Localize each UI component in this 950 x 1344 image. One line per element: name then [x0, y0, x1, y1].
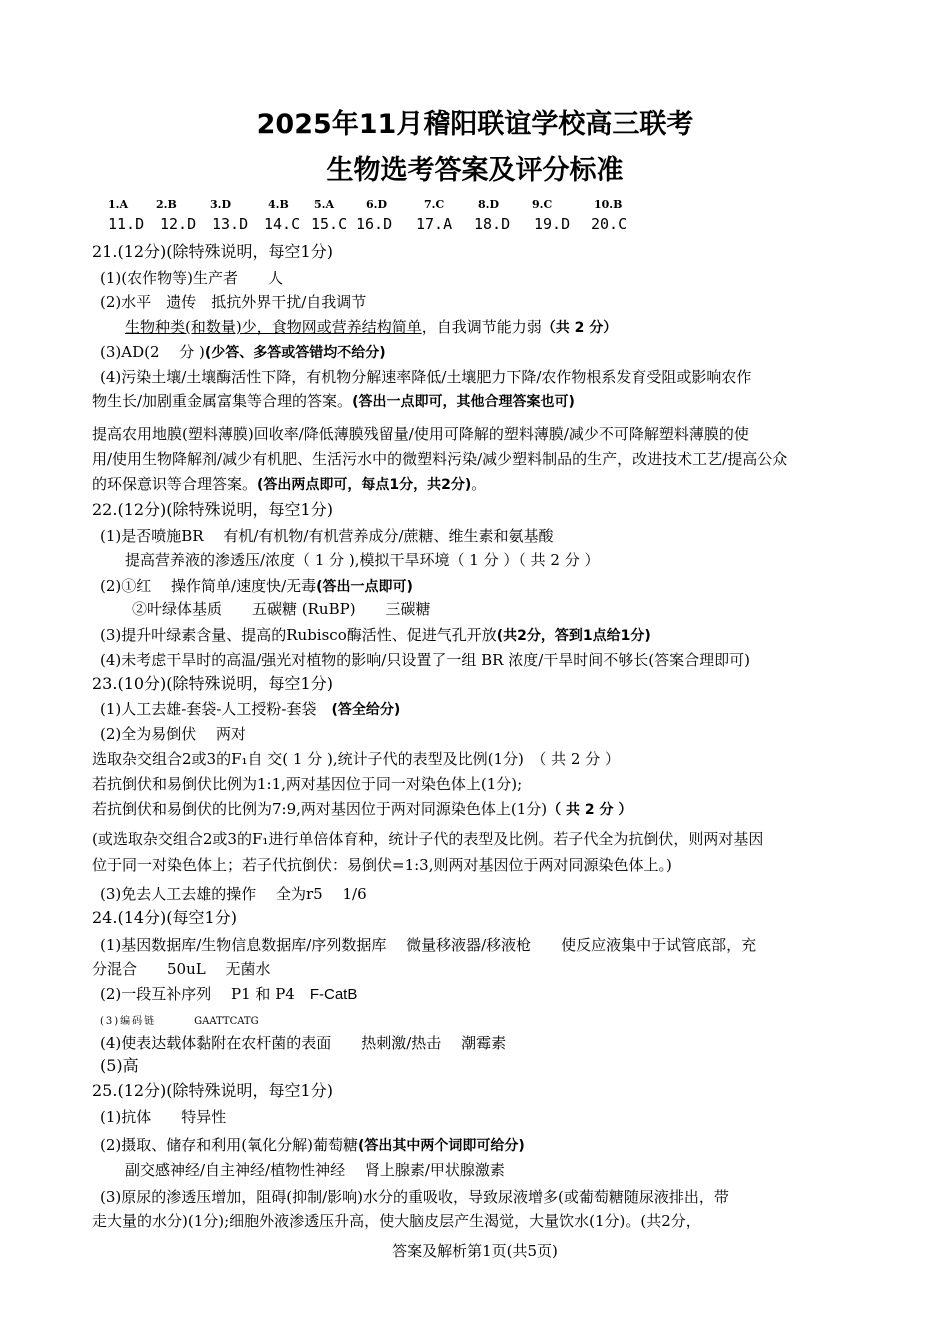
q21-part3 — [100, 342, 386, 363]
q25-heading: 25.(12分)(除特殊说明，每空1分) — [92, 1081, 333, 1100]
mc-answer: 17.A — [416, 215, 453, 233]
answer-text: 。 — [471, 475, 487, 493]
q25-part1: (1)抗体 特异性 — [100, 1108, 227, 1126]
q22-part4: (4)未考虑干旱时的高温/强光对植物的影响/只设置了一组 BR 浓度/干旱时间不够长(答案合理即可) — [100, 651, 750, 669]
answer-text: (2)一段互补序列 P1 和 P4 — [100, 985, 310, 1003]
mc-answer: 9.C — [532, 198, 553, 211]
mc-answer: 2.B — [156, 198, 177, 211]
mc-answer: 14.C — [264, 215, 301, 233]
mc-answer: 7.C — [424, 198, 445, 211]
scoring-note: (答出两点即可，每点1分，共2分) — [257, 477, 472, 493]
q24-part3 — [100, 1012, 259, 1032]
gene-name: F-CatB — [309, 986, 358, 1003]
mc-answer: 18.D — [474, 215, 511, 233]
mc-answer: 11.D — [108, 215, 145, 233]
q24-part1-line1: (1)基因数据库/生物信息数据库/序列数据库 微量移液器/移液枪 使反应液集中于试管底部，充 — [100, 936, 757, 954]
mc-answer: 8.D — [478, 198, 500, 211]
answer-text: (2)摄取、储存和利用(氧化分解)葡萄糖 — [100, 1136, 358, 1154]
answer-text: 若抗倒伏和易倒伏的比例为7:9,两对基因位于两对同源染色体上(1分) — [92, 800, 548, 818]
mc-answer: 10.B — [594, 198, 623, 211]
q23-part3: (3)免去人工去雄的操作 全为r5 1/6 — [100, 885, 367, 903]
q25-part2 — [100, 1135, 525, 1156]
q21-part2-line2 — [125, 317, 617, 338]
q23-alt-line1: (或选取杂交组合2或3的F₁进行单倍体育种，统计子代的表型及比例。若子代全为抗倒伏，则两对基因 — [92, 830, 764, 848]
mc-answer: 16.D — [356, 215, 393, 233]
scoring-note: (答出一点即可) — [316, 579, 413, 595]
q24-part5: (5)高 — [100, 1056, 139, 1075]
q22-part1-line2: 提高营养液的渗透压/浓度（ 1 分 ),模拟干旱环境（ 1 分 ）（ 共 2 分 ） — [125, 551, 600, 569]
answer-text: ，自我调节能力弱 — [421, 318, 542, 336]
q21-part5-line3 — [92, 474, 486, 495]
mc-answer: 6.D — [366, 198, 388, 211]
q21-part1: (1)(农作物等)生产者 人 — [100, 269, 283, 287]
mc-answer: 13.D — [212, 215, 249, 233]
q23-part2: (2)全为易倒伏 两对 — [100, 725, 247, 743]
q25-part2-line2: 副交感神经/自主神经/植物性神经 肾上腺素/甲状腺激素 — [125, 1161, 505, 1179]
q22-part2 — [100, 576, 413, 597]
dna-sequence: GAATTCATG — [194, 1016, 259, 1027]
mc-answer: 12.D — [160, 215, 197, 233]
page-title-line1: 2025年11月稽阳联谊学校高三联考 — [256, 109, 694, 140]
scoring-note: (答出其中两个词即可给分) — [357, 1138, 525, 1154]
q25-part3-line1: (3)原尿的渗透压增加，阻碍(抑制/影响)水分的重吸收，导致尿液增多(或葡萄糖随尿液排出，带 — [100, 1188, 729, 1206]
underlined-text: 生物种类(和数量)少，食物网或营养结构简单 — [125, 318, 422, 336]
page-title-line2: 生物选考答案及评分标准 — [326, 155, 624, 186]
mc-answer: 1.A — [108, 198, 129, 211]
answer-text: 物生长/加剧重金属富集等合理的答案。 — [92, 392, 353, 410]
mc-answer: 3.D — [210, 198, 232, 211]
scoring-note: （共 2 分） — [541, 320, 618, 336]
q23-part2-line4 — [92, 799, 632, 820]
q21-heading: 21.(12分)(除特殊说明，每空1分) — [92, 242, 333, 261]
page-footer: 答案及解析第1页(共5页) — [392, 1242, 558, 1260]
q21-part2: (2)水平 遗传 抵抗外界干扰/自我调节 — [100, 293, 367, 311]
q21-part5-line2: 用/使用生物降解剂/减少有机肥、生活污水中的微塑料污染/减少塑料制品的生产，改进技术工艺/提高公众 — [92, 450, 788, 468]
q23-part2-line3: 若抗倒伏和易倒伏比例为1:1,两对基因位于同一对染色体上(1分); — [92, 775, 523, 793]
q22-part2-line2: ②叶绿体基质 五碳糖 (RuBP) 三碳糖 — [132, 600, 431, 618]
mc-answer: 20.C — [591, 215, 628, 233]
answer-text: (3)提升叶绿素含量、提高的Rubisco酶活性、促进气孔开放 — [100, 626, 497, 644]
q22-part1: (1)是否喷施BR 有机/有机物/有机营养成分/蔗糖、维生素和氨基酸 — [100, 527, 554, 545]
q23-part2-line2: 选取杂交组合2或3的F₁自 交( 1 分 ),统计子代的表型及比例(1分) （ 共 2 分 ） — [92, 750, 620, 768]
q23-heading: 23.(10分)(除特殊说明，每空1分) — [92, 674, 333, 693]
answer-text: 的环保意识等合理答案。 — [92, 475, 258, 493]
q21-part4-line2 — [92, 391, 575, 412]
q22-part3 — [100, 625, 651, 646]
q23-part1 — [100, 699, 400, 720]
q24-part4: (4)使表达载体黏附在农杆菌的表面 热刺激/热击 潮霉素 — [100, 1034, 507, 1052]
answer-text: (3)AD(2 分 ) — [100, 343, 205, 361]
q22-heading: 22.(12分)(除特殊说明，每空1分) — [92, 500, 333, 519]
q24-part1-line2: 分混合 50uL 无菌水 — [92, 960, 271, 978]
scoring-note: (答出一点即可，其他合理答案也可) — [352, 394, 575, 410]
scoring-note: （ 共 2 分 ） — [547, 802, 633, 818]
answer-text: (2)①红 操作简单/速度快/无毒 — [100, 577, 317, 595]
mc-answer: 15.C — [311, 215, 348, 233]
q24-heading: 24.(14分)(每空1分) — [92, 908, 237, 927]
scoring-note: (少答、多答或答错均不给分) — [204, 345, 386, 361]
q23-alt-line2: 位于同一对染色体上；若子代抗倒伏：易倒伏=1:3,则两对基因位于两对同源染色体上。) — [92, 856, 672, 874]
scoring-note: (答全给分) — [331, 702, 401, 718]
mc-answer: 19.D — [534, 215, 571, 233]
q21-part5-line1: 提高农用地膜(塑料薄膜)回收率/降低薄膜残留量/使用可降解的塑料薄膜/减少不可降解塑料薄膜的使 — [92, 425, 749, 443]
mc-answer: 4.B — [268, 198, 289, 211]
q25-part3-line2: 走大量的水分)(1分);细胞外液渗透压升高，使大脑皮层产生渴觉，大量饮水(1分)。(共2分， — [92, 1212, 701, 1230]
answer-text: (3)编码链 — [100, 1016, 169, 1027]
q24-part2 — [100, 984, 357, 1005]
scoring-note: (共2分，答到1点给1分) — [496, 628, 651, 644]
q21-part4-line1: (4)污染土壤/土壤酶活性下降，有机物分解速率降低/土壤肥力下降/农作物根系发育受阻或影响农作 — [100, 368, 752, 386]
mc-answer: 5.A — [314, 198, 335, 211]
answer-text: (1)人工去雄-套袋-人工授粉-套袋 — [100, 700, 332, 718]
